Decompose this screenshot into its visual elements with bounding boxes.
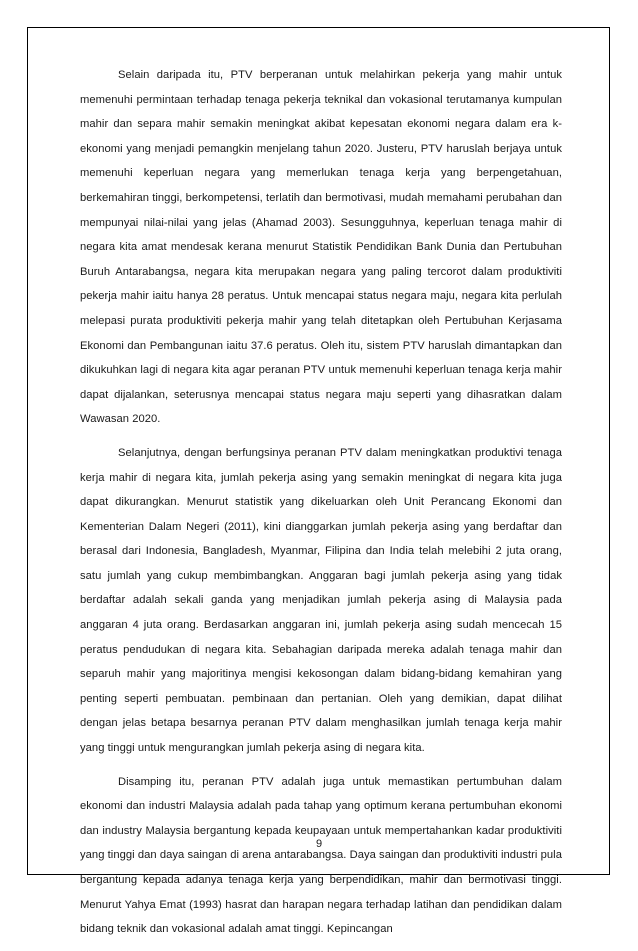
paragraph-3: Disamping itu, peranan PTV adalah juga untuk memastikan pertumbuhan dalam ekonomi dan industri Malaysia adalah pada tahap yang optimum kerana pertumbuhan ekonomi dan industry Malaysia bergantung kepada keupayaan untuk mempertahankan kadar produktiviti yang tinggi dan daya saingan di arena antarabangsa. Daya saingan dan produktiviti industri pula bergantung kepada adanya tenaga kerja yang berpendidikan, mahir dan bermotivasi tinggi. Menurut Yahya Emat (1993) hasrat dan harapan negara terhadap latihan dan pendidikan dalam bidang teknik dan vokasional adalah amat tinggi. Kepincangan: [80, 775, 562, 936]
document-body: [80, 63, 562, 951]
paragraph-1: Selain daripada itu, PTV berperanan untuk melahirkan pekerja yang mahir untuk memenuhi permintaan terhadap tenaga pekerja teknikal dan vokasional terutamanya kumpulan mahir dan separa mahir semakin meningkat akibat kepesatan ekonomi negara dalam era k-ekonomi yang menjadi pemangkin menjelang tahun 2020. Justeru, PTV haruslah berjaya untuk memenuhi keperluan negara yang memerlukan tenaga kerja yang berpengetahuan, berkemahiran tinggi, berkompetensi, terlatih dan bermotivasi, mudah memahami perubahan dan mempunyai nilai-nilai yang jelas (Ahamad 2003). Sesungguhnya, keperluan tenaga mahir di negara kita amat mendesak kerana menurut Statistik Pendidikan Bank Dunia dan Pertubuhan Buruh Antarabangsa, negara kita merupakan negara yang paling tercorot dalam produktiviti pekerja mahir iaitu hanya 28 peratus. Untuk mencapai status negara maju, negara kita perlulah melepasi purata produktiviti pekerja mahir yang telah ditetapkan oleh Pertubuhan Kerjasama Ekonomi dan Pembangunan iaitu 37.6 peratus. Oleh itu, sistem PTV haruslah dimantapkan dan dikukuhkan lagi di negara kita agar peranan PTV untuk memenuhi keperluan tenaga kerja mahir dapat dijalankan, seterusnya mencapai status negara maju seperti yang dihasratkan dalam Wawasan 2020.: [80, 69, 562, 426]
paragraph-2: Selanjutnya, dengan berfungsinya peranan PTV dalam meningkatkan produktivi tenaga kerja mahir di negara kita, jumlah pekerja asing yang semakin meningkat di negara kita juga dapat dikurangkan. Menurut statistik yang dikeluarkan oleh Unit Perancang Ekonomi dan Kementerian Dalam Negeri (2011), kini dianggarkan jumlah pekerja asing yang berdaftar dan berasal dari Indonesia, Bangladesh, Myanmar, Filipina dan India telah melebihi 2 juta orang, satu jumlah yang cukup membimbangkan. Anggaran bagi jumlah pekerja asing yang tidak berdaftar adalah sekali ganda yang menjadikan jumlah pekerja asing di Malaysia pada anggaran 4 juta orang. Berdasarkan anggaran ini, jumlah pekerja asing sudah mencecah 15 peratus pendudukan di negara kita. Sebahagian daripada mereka adalah tenaga mahir dan separuh mahir yang majoritinya mengisi kekosongan dalam bidang-bidang kemahiran yang penting seperti pembuatan. pembinaan dan pertanian. Oleh yang demikian, dapat dilihat dengan jelas betapa besarnya peranan PTV dalam menghasilkan jumlah tenaga kerja mahir yang tinggi untuk mengurangkan jumlah pekerja asing di negara kita.: [80, 446, 562, 755]
page-number: 9: [315, 838, 323, 850]
